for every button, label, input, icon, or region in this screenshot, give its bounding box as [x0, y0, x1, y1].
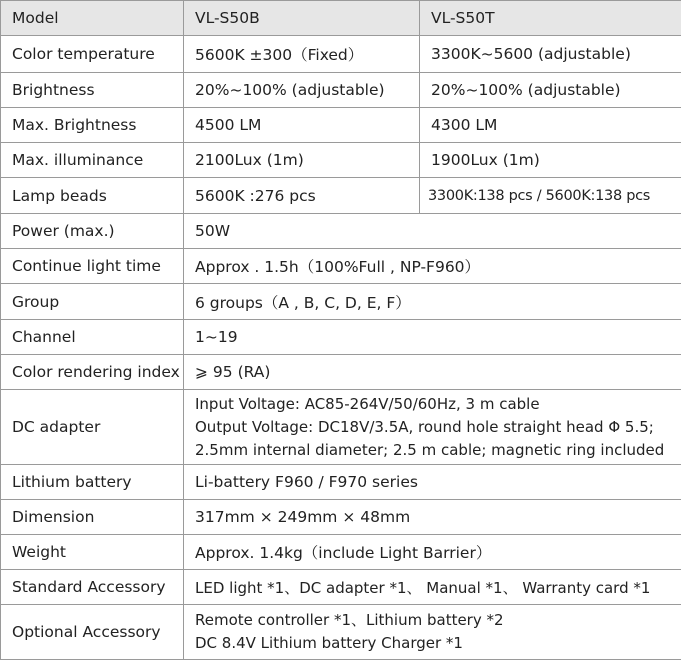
table-row	[1, 36, 681, 73]
table-header-row	[1, 1, 681, 36]
row-label: Weight	[1, 535, 184, 570]
table-row	[1, 73, 681, 108]
row-value-vl-s50b: 20%~100% (adjustable)	[184, 73, 420, 108]
row-label: Max. Brightness	[1, 108, 184, 143]
row-value-vl-s50b: 5600K ±300（Fixed）	[184, 36, 420, 73]
row-label: Channel	[1, 320, 184, 355]
table-row	[1, 214, 681, 249]
table-row	[1, 178, 681, 214]
row-label: Continue light time	[1, 249, 184, 284]
row-label: Power (max.)	[1, 214, 184, 249]
header-vl-s50t: VL-S50T	[420, 1, 681, 36]
row-value-vl-s50t: 3300K:138 pcs / 5600K:138 pcs	[420, 178, 681, 214]
row-label: Group	[1, 284, 184, 320]
table-row	[1, 570, 681, 605]
row-label: Color temperature	[1, 36, 184, 73]
dc-adapter-line: 2.5mm internal diameter; 2.5 m cable; magnetic ring included	[195, 440, 665, 459]
row-value: LED light *1、DC adapter *1、 Manual *1、 Warranty card *1	[184, 570, 681, 605]
table-row	[1, 249, 681, 284]
row-value-multiline	[184, 605, 681, 660]
row-value: Approx. 1.4kg（include Light Barrier）	[184, 535, 681, 570]
table-row	[1, 320, 681, 355]
row-value-vl-s50t: 3300K~5600 (adjustable)	[420, 36, 681, 73]
row-value: 6 groups（A , B, C, D, E, F）	[184, 284, 681, 320]
row-value-vl-s50b: 4500 LM	[184, 108, 420, 143]
dc-adapter-line: Input Voltage: AC85-264V/50/60Hz, 3 m cable	[195, 394, 540, 413]
row-label: Color rendering index	[1, 355, 184, 390]
optional-accessory-line: Remote controller *1、Lithium battery *2	[195, 611, 504, 629]
row-label: Optional Accessory	[1, 605, 184, 660]
table-row	[1, 605, 681, 660]
header-vl-s50b: VL-S50B	[184, 1, 420, 36]
table-row	[1, 465, 681, 500]
header-model: Model	[1, 1, 184, 36]
optional-accessory-line: DC 8.4V Lithium battery Charger *1	[195, 634, 463, 652]
table-row	[1, 108, 681, 143]
row-value-vl-s50b: 5600K :276 pcs	[184, 178, 420, 214]
row-value: ⩾ 95 (RA)	[184, 355, 681, 390]
row-label: Dimension	[1, 500, 184, 535]
table-row	[1, 143, 681, 178]
table-row	[1, 500, 681, 535]
row-label: Lamp beads	[1, 178, 184, 214]
row-value: 317mm × 249mm × 48mm	[184, 500, 681, 535]
row-value: 1~19	[184, 320, 681, 355]
table-row	[1, 355, 681, 390]
row-value-multiline	[184, 390, 681, 465]
row-label: DC adapter	[1, 390, 184, 465]
row-value-vl-s50t: 20%~100% (adjustable)	[420, 73, 681, 108]
row-label: Brightness	[1, 73, 184, 108]
dc-adapter-line: Output Voltage: DC18V/3.5A, round hole straight head Φ 5.5;	[195, 417, 654, 436]
table-row	[1, 390, 681, 465]
table-row	[1, 284, 681, 320]
table-row	[1, 535, 681, 570]
row-value-vl-s50b: 2100Lux (1m)	[184, 143, 420, 178]
row-label: Standard Accessory	[1, 570, 184, 605]
row-value: 50W	[184, 214, 681, 249]
row-value-vl-s50t: 1900Lux (1m)	[420, 143, 681, 178]
row-label: Max. illuminance	[1, 143, 184, 178]
row-label: Lithium battery	[1, 465, 184, 500]
row-value-vl-s50t: 4300 LM	[420, 108, 681, 143]
row-value: Approx . 1.5h（100%Full , NP-F960）	[184, 249, 681, 284]
row-value: Li-battery F960 / F970 series	[184, 465, 681, 500]
